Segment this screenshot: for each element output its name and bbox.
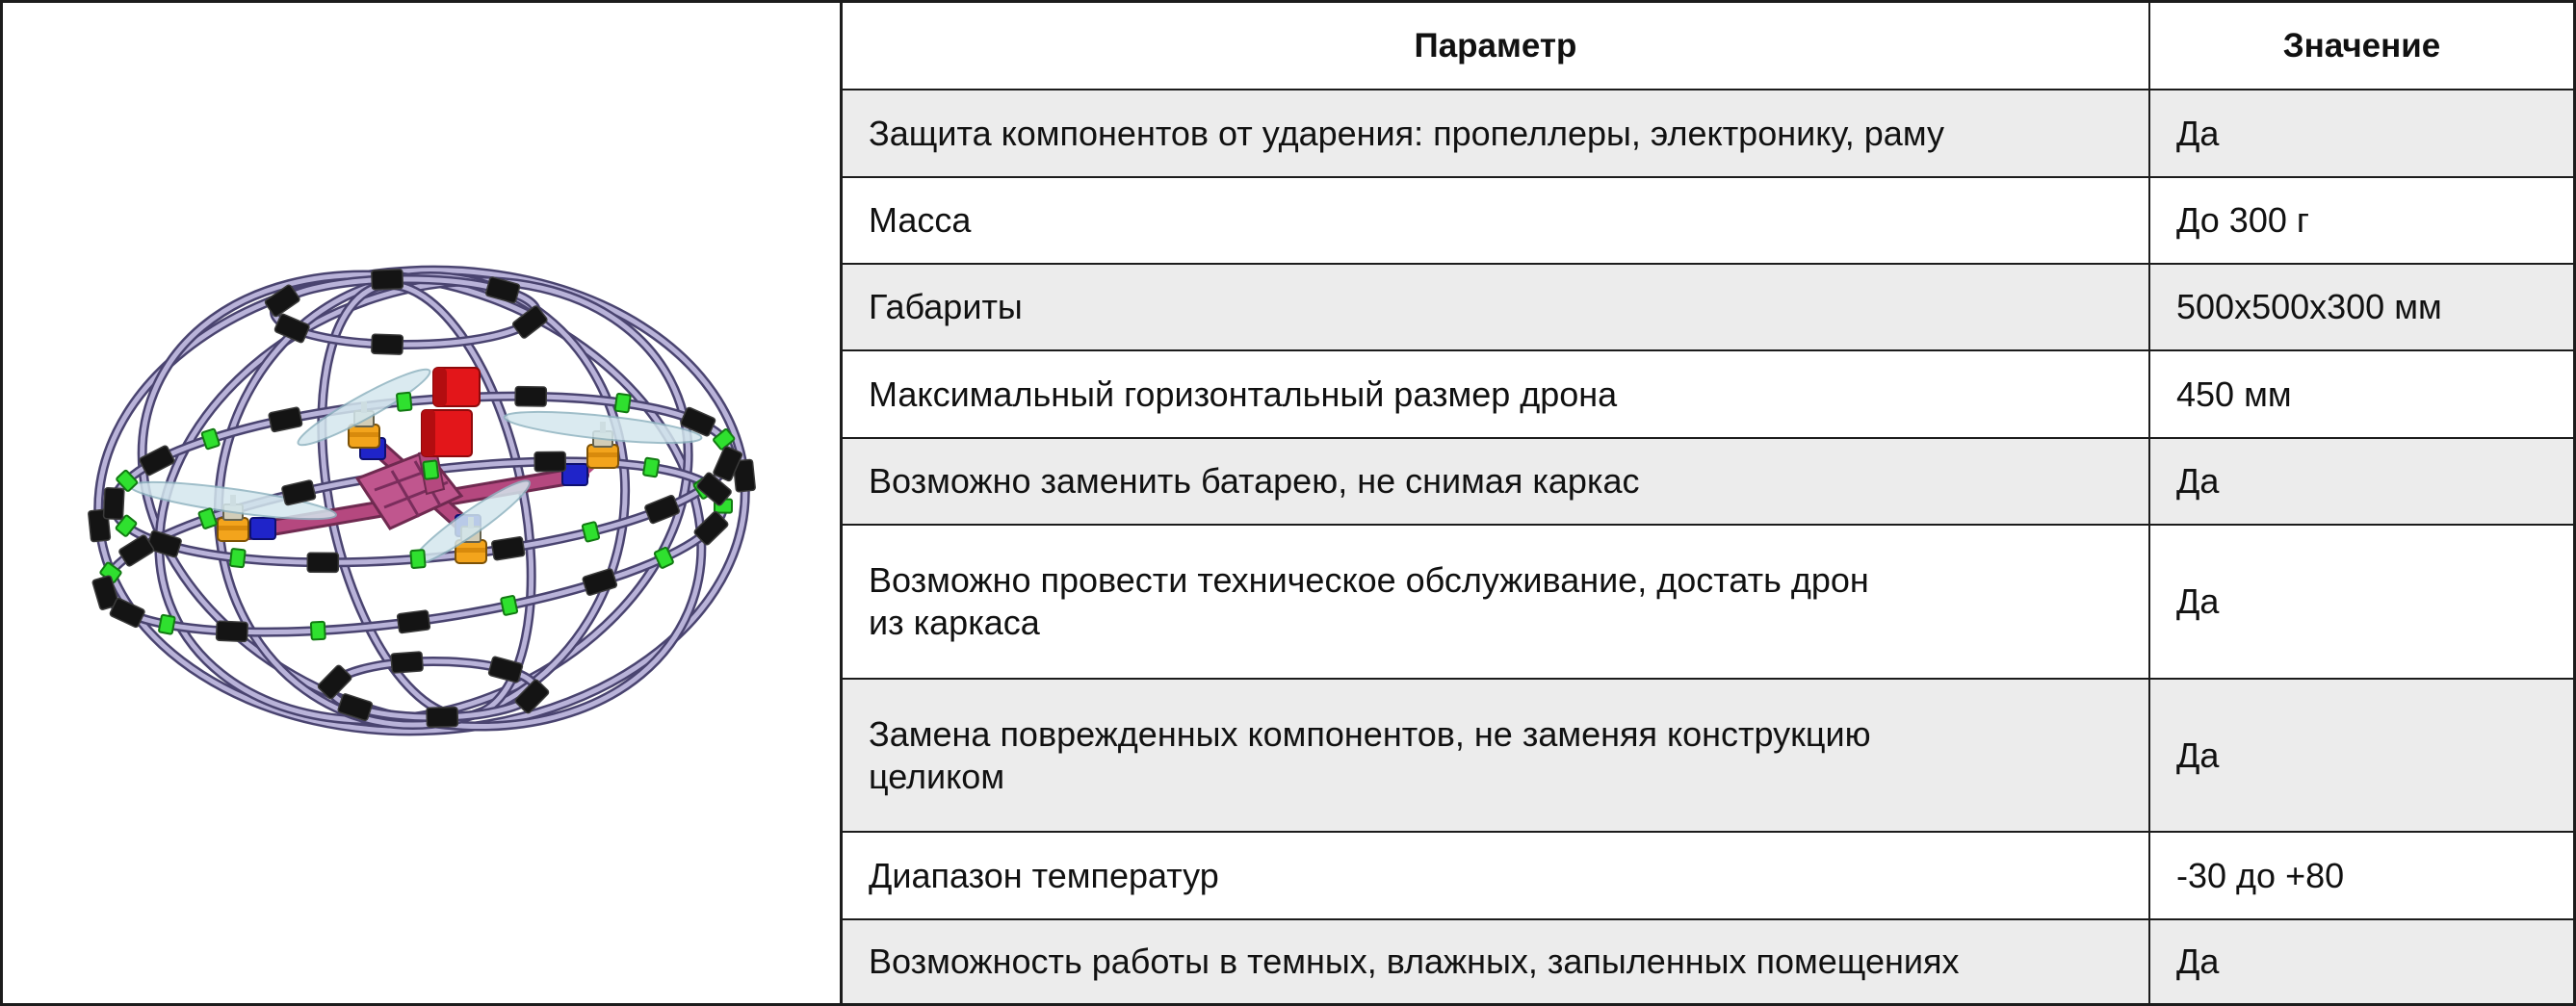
row-value-cell — [2148, 437, 2573, 524]
cage-marker — [230, 549, 246, 567]
row-value: До 300 г — [2176, 200, 2310, 240]
cage-marker — [583, 522, 600, 542]
row-value-cell — [2148, 349, 2573, 437]
cage-connector — [372, 334, 403, 354]
header-value — [2148, 3, 2573, 89]
row-parameter: Максимальный горизонтальный размер дрона — [869, 374, 1618, 414]
row-value: 500х500х300 мм — [2176, 287, 2442, 326]
row-parameter: Габариты — [869, 287, 1023, 326]
row-value: 450 мм — [2176, 374, 2292, 414]
row-parameter-cell — [840, 437, 2148, 524]
cage-connector — [515, 387, 546, 407]
row-value-cell — [2148, 176, 2573, 263]
row-value-cell — [2148, 524, 2573, 678]
row-parameter-cell — [840, 349, 2148, 437]
row-value: Да — [2176, 942, 2220, 981]
cage-connector — [491, 536, 525, 560]
cage-connector — [216, 621, 247, 641]
row-parameter-cell — [840, 831, 2148, 918]
cage-marker — [643, 458, 660, 477]
row-parameter-cell — [840, 89, 2148, 176]
row-value: Да — [2176, 581, 2220, 621]
row-parameter-cell — [840, 918, 2148, 1003]
cage-connector — [583, 568, 618, 596]
cage-connector — [307, 553, 338, 572]
row-value-cell — [2148, 89, 2573, 176]
battery — [422, 368, 480, 456]
row-parameter: Защита компонентов от ударения: пропеллеры, электронику, раму — [869, 113, 1944, 153]
cage-marker — [501, 596, 517, 616]
row-value-cell — [2148, 918, 2573, 1003]
row-value: Да — [2176, 461, 2220, 501]
cage-marker — [397, 393, 412, 411]
row-parameter: Возможность работы в темных, влажных, запыленных помещениях — [869, 942, 1960, 981]
row-parameter: Масса — [869, 200, 972, 240]
drone-image-cell — [3, 3, 840, 1003]
cage-connector — [534, 451, 565, 471]
row-value-cell — [2148, 263, 2573, 349]
cage-marker — [311, 622, 325, 640]
row-value: -30 до +80 — [2176, 855, 2345, 895]
cage-marker — [410, 550, 425, 568]
row-parameter: Возможно заменить батарею, не снимая каркас — [869, 461, 1640, 501]
row-parameter-cell — [840, 678, 2148, 831]
row-parameter: Диапазон температур — [869, 855, 1219, 895]
cage-connector — [269, 407, 302, 432]
header-value-label: Значение — [2282, 26, 2441, 64]
row-parameter-cell — [840, 524, 2148, 678]
row-value: Да — [2176, 735, 2220, 775]
cage-connector — [281, 479, 316, 505]
header-parameter-label: Параметр — [1414, 26, 1577, 64]
row-parameter: Возможно провести техническое обслуживание, достать дрон из каркаса — [869, 560, 1869, 642]
header-parameter — [840, 3, 2148, 89]
cage-connector — [109, 598, 144, 629]
drone-cage-image — [3, 3, 840, 1003]
cage-connector — [397, 610, 429, 633]
cage-marker — [615, 394, 631, 413]
row-parameter: Замена поврежденных компонентов, не заменяя конструкцию целиком — [869, 713, 1871, 796]
cage-connector — [372, 270, 403, 290]
row-parameter-cell — [840, 176, 2148, 263]
cage-connector — [427, 708, 457, 728]
cage-marker — [201, 428, 220, 449]
cage-connector — [103, 488, 124, 520]
row-value-cell — [2148, 678, 2573, 831]
motor-mount — [250, 518, 275, 539]
cage-connector — [391, 652, 423, 673]
cage-marker — [159, 615, 175, 634]
row-value-cell — [2148, 831, 2573, 918]
row-parameter-cell — [840, 263, 2148, 349]
cage-marker — [423, 460, 438, 479]
row-value: Да — [2176, 113, 2220, 153]
